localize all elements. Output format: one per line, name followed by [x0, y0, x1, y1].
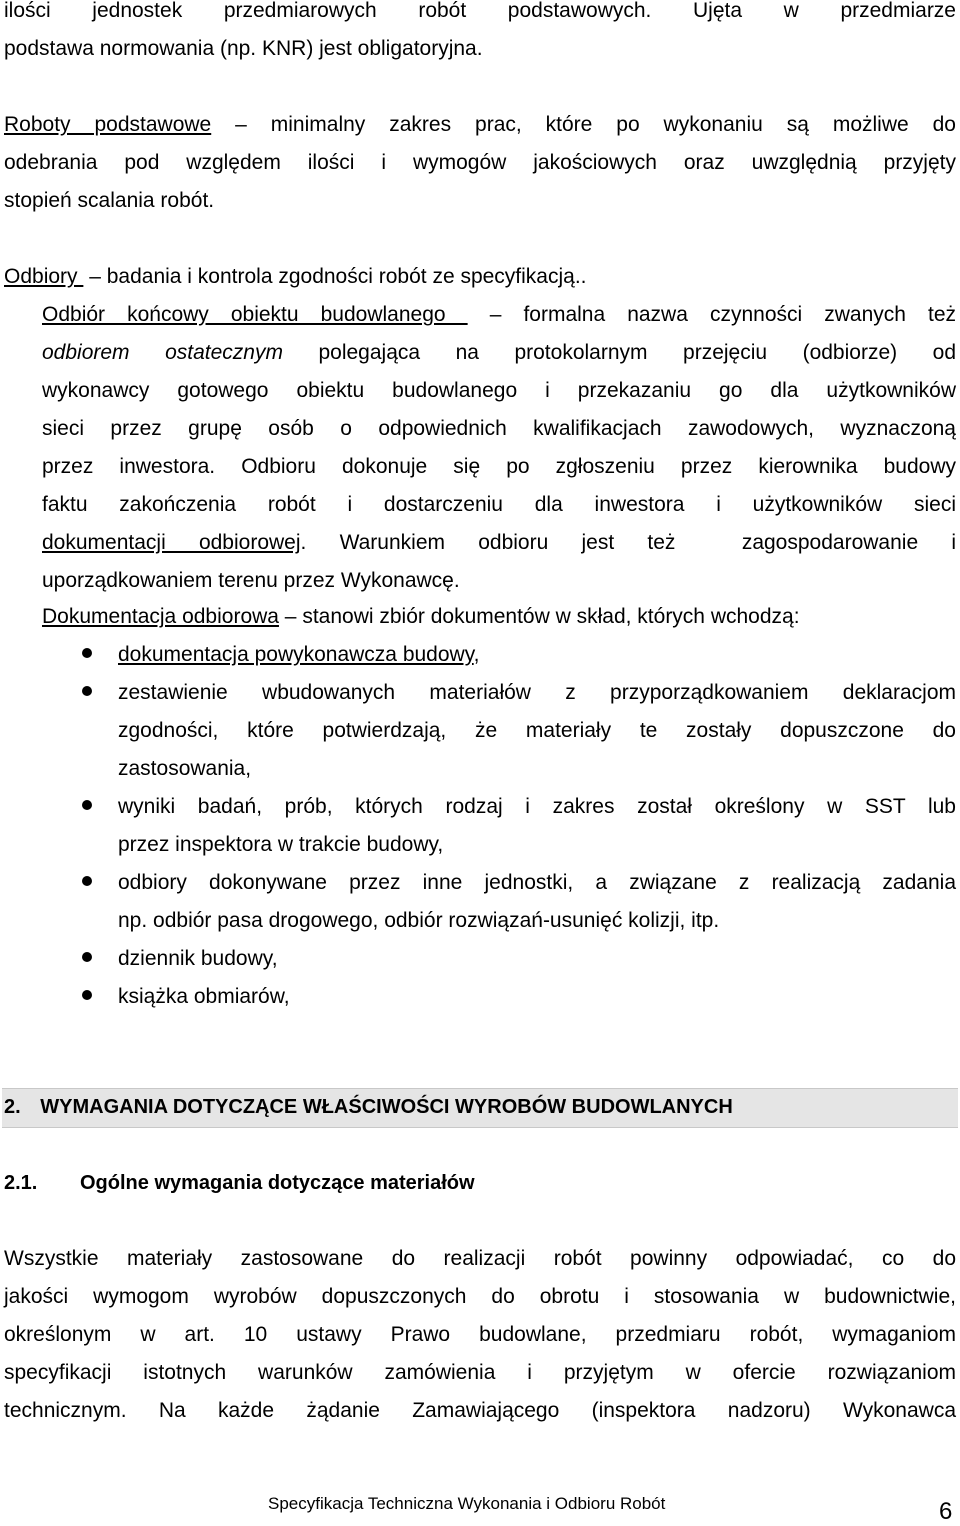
definition-odbiory	[4, 258, 956, 296]
term-odbiory: Odbiory	[4, 265, 84, 288]
text-line: faktu zakończenia robót i dostarczeniu dla inwestora i użytkowników sieci	[42, 493, 956, 516]
page-footer: Specyfikacja Techniczna Wykonania i Odbioru Robót	[268, 1494, 666, 1513]
definition-text: – formalna nazwa czynności zwanych też	[467, 303, 957, 326]
definition-text: – badania i kontrola zgodności robót ze specyfikacją..	[83, 265, 587, 288]
section-title: WYMAGANIA DOTYCZĄCE WŁAŚCIWOŚCI WYROBÓW BUDOWLANYCH	[40, 1096, 733, 1118]
italic-term: odbiorem ostatecznym	[42, 341, 283, 364]
section-number: 2.	[4, 1096, 21, 1118]
list-text: zestawienie wbudowanych materiałów z przyporządkowaniem deklaracjom	[118, 681, 956, 704]
bullet-icon	[80, 636, 94, 650]
link-dokumentacji-odbiorowej: dokumentacji odbiorowej	[42, 531, 301, 554]
subsection-title: Ogólne wymagania dotyczące materiałów	[80, 1172, 475, 1194]
list-text: np. odbiór pasa drogowego, odbiór rozwiązań-usunięć kolizji, itp.	[118, 909, 720, 932]
definition-text: . Warunkiem odbioru jest też zagospodarowanie i	[300, 531, 957, 554]
text-line: Wszystkie materiały zastosowane do realizacji robót powinny odpowiadać, co do	[4, 1247, 956, 1270]
bullet-icon	[80, 864, 94, 878]
definition-odbior-koncowy	[42, 296, 956, 600]
link-dokumentacja-powykonawcza: dokumentacja powykonawcza budowy	[118, 643, 474, 666]
paragraph-intro	[4, 0, 956, 68]
page-number: 6	[939, 1498, 953, 1525]
list-text: odbiory dokonywane przez inne jednostki, a związane z realizacją zadania	[118, 871, 956, 894]
section-heading	[4, 1088, 956, 1126]
list-text: dziennik budowy,	[118, 947, 278, 970]
text-line: ilości jednostek przedmiarowych robót podstawowych. Ujęta w przedmiarze	[4, 0, 956, 22]
term-odbior-koncowy: Odbiór końcowy obiektu budowlanego	[42, 303, 468, 326]
definition-dokumentacja-odbiorowa	[42, 598, 956, 636]
term-dokumentacja-odbiorowa: Dokumentacja odbiorowa	[42, 605, 279, 628]
text-line: stopień scalania robót.	[4, 189, 215, 212]
definition-text: – stanowi zbiór dokumentów w skład, których wchodzą:	[278, 605, 800, 628]
text-line: specyfikacji istotnych warunków zamówienia i przyjętym w ofercie rozwiązaniom	[4, 1361, 956, 1384]
text-line	[4, 258, 956, 296]
bullet-icon	[80, 978, 94, 992]
list-text: przez inspektora w trakcie budowy,	[118, 833, 444, 856]
text-line	[42, 524, 956, 562]
list-text: zgodności, które potwierdzają, że materiały te zostały dopuszczone do	[118, 719, 956, 742]
list-text: ,	[473, 643, 480, 666]
text-line: technicznym. Na każde żądanie Zamawiającego (inspektora nadzoru) Wykonawca	[4, 1399, 956, 1422]
text-line: wykonawcy gotowego obiektu budowlanego i przekazaniu go dla użytkowników	[42, 379, 956, 402]
text-line	[42, 334, 956, 372]
bullet-icon	[80, 674, 94, 688]
text-line: sieci przez grupę osób o odpowiednich kwalifikacjach zawodowych, wyznaczoną	[42, 417, 956, 440]
text-line: przez inwestora. Odbioru dokonuje się po zgłoszeniu przez kierownika budowy	[42, 455, 956, 478]
subsection-heading	[4, 1164, 956, 1202]
text-line: uporządkowaniem terenu przez Wykonawcę.	[42, 569, 460, 592]
bullet-icon	[80, 940, 94, 954]
bullet-icon	[80, 788, 94, 802]
text-line: podstawa normowania (np. KNR) jest obligatoryjna.	[4, 37, 483, 60]
list-text: książka obmiarów,	[118, 985, 290, 1008]
list-text: wyniki badań, prób, których rodzaj i zakres został określony w SST lub	[118, 795, 956, 818]
definition-roboty-podstawowe	[4, 106, 956, 220]
text-line	[4, 106, 956, 144]
definition-text: polegająca na protokolarnym przejęciu (odbiorze) od	[282, 341, 956, 364]
text-line: odebrania pod względem ilości i wymogów jakościowych oraz uwzględnią przyjęty	[4, 151, 956, 174]
definition-text: – minimalny zakres prac, które po wykonaniu są możliwe do	[211, 113, 956, 136]
subsection-number: 2.1.	[4, 1172, 38, 1194]
text-line: określonym w art. 10 ustawy Prawo budowlane, przedmiaru robót, wymaganiom	[4, 1323, 956, 1346]
term-roboty-podstawowe: Roboty podstawowe	[4, 113, 212, 136]
paragraph-materials	[4, 1240, 956, 1430]
list-text: zastosowania,	[118, 757, 252, 780]
text-line: jakości wymogom wyrobów dopuszczonych do obrotu i stosowania w budownictwie,	[4, 1285, 956, 1308]
text-line	[42, 598, 956, 636]
text-line	[42, 296, 956, 334]
